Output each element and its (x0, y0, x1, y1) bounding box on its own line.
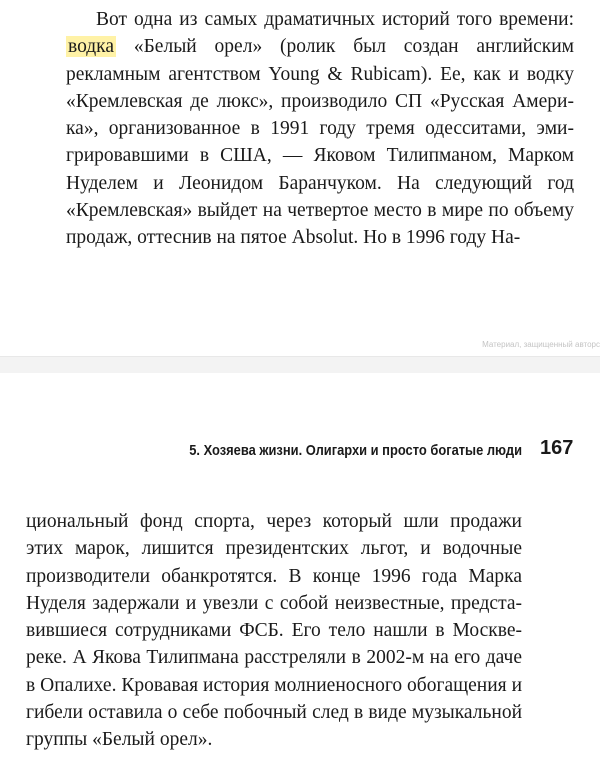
running-head: 5. Хозяева жизни. Олигархи и просто богатые люди (189, 442, 522, 459)
highlighted-word[interactable]: водка (68, 36, 115, 58)
page-number: 167 (540, 437, 574, 459)
text-after-highlight: «Белый орел» (ролик был создан английским рекламным агентством Young & Rubicam). Ее, как и водку «Кремлевская де люкс», производило СП «Русская Америка», организованное в 1991 году тремя одесситами, эмигрировавшими в США, — Яковом Тилипманом, Марком Нуделем и Леонидом Баранчуком. На следующий год «Кремлевская» выйдет на четвертое место в мире по объему продаж, оттеснив на пятое Absolut. Но в 1996 году На- (66, 36, 574, 249)
text-before-highlight: Вот одна из самых драматичных историй того времени: (96, 9, 574, 30)
page-separator (0, 356, 600, 374)
body-paragraph-top (66, 6, 574, 252)
top-page (0, 0, 600, 360)
body-paragraph-bottom: циональный фонд спорта, через который шли продажи этих марок, лишится президентских льгот, и водочные производители обанкротятся. В конце 1996 года Марка Нуделя задержали и увезли с собой неизвестные, представившиеся сотрудниками ФСБ. Его тело нашли в Москвереке. А Якова Тилипмана расстреляли в 2002-м на его даче в Опалихе. Кровавая история молниеносного обогащения и гибели оставила о себе побочный след в виде музыкальной группы «Белый орел». (26, 511, 522, 751)
copyright-watermark: Материал, защищенный авторс (482, 340, 600, 349)
